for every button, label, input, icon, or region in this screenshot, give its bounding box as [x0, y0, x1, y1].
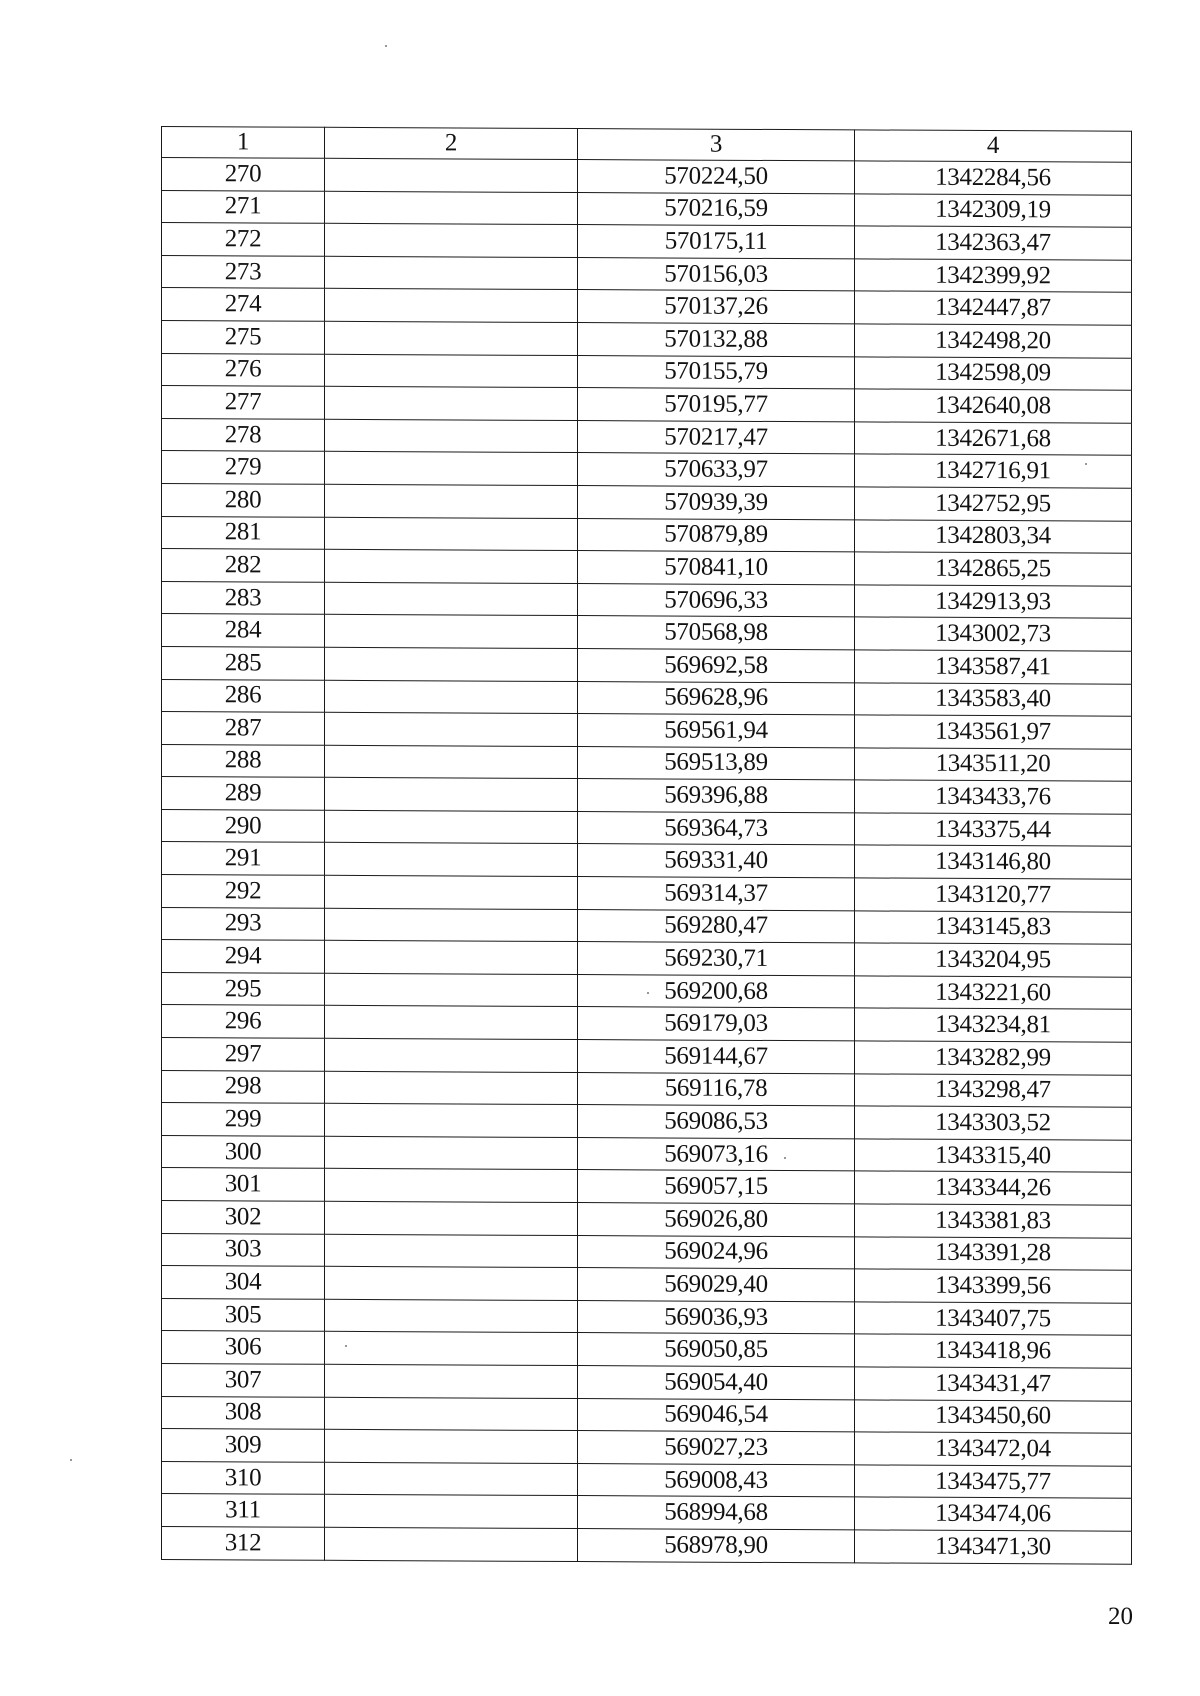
x-coordinate-cell: 569200,68	[578, 974, 855, 1008]
point-number-cell: 307	[162, 1363, 325, 1396]
point-number-cell: 297	[162, 1038, 325, 1071]
description-cell	[325, 1038, 578, 1072]
point-number-cell: 308	[162, 1396, 325, 1429]
table-row	[162, 646, 1132, 683]
y-coordinate-cell: 1342803,34	[855, 519, 1132, 553]
header-row	[162, 127, 1132, 163]
x-coordinate-cell: 569314,37	[578, 877, 855, 911]
table-row	[162, 777, 1132, 814]
x-coordinate-cell: 570155,79	[578, 355, 855, 389]
y-coordinate-cell: 1343315,40	[855, 1139, 1132, 1173]
point-number-cell: 276	[162, 353, 325, 386]
y-coordinate-cell: 1342598,09	[855, 356, 1132, 390]
table-row	[162, 386, 1132, 423]
y-coordinate-cell: 1343399,56	[855, 1269, 1132, 1303]
description-cell	[325, 1006, 578, 1040]
y-coordinate-cell: 1342498,20	[855, 324, 1132, 358]
y-coordinate-cell: 1342865,25	[855, 552, 1132, 586]
x-coordinate-cell: 569027,23	[578, 1431, 855, 1465]
y-coordinate-cell: 1342399,92	[855, 259, 1132, 293]
description-cell	[325, 615, 578, 649]
description-cell	[325, 875, 578, 909]
point-number-cell: 309	[162, 1429, 325, 1462]
x-coordinate-cell: 569008,43	[578, 1463, 855, 1497]
point-number-cell: 293	[162, 907, 325, 940]
x-coordinate-cell: 569280,47	[578, 909, 855, 943]
table-row	[162, 1298, 1132, 1335]
x-coordinate-cell: 570568,98	[578, 616, 855, 650]
description-cell	[325, 256, 578, 290]
y-coordinate-cell: 1343391,28	[855, 1236, 1132, 1270]
description-cell	[325, 1527, 578, 1561]
y-coordinate-cell: 1342309,19	[855, 193, 1132, 227]
x-coordinate-cell: 568994,68	[578, 1496, 855, 1530]
description-cell	[325, 1266, 578, 1300]
table-row	[162, 1233, 1132, 1270]
y-coordinate-cell: 1343221,60	[855, 976, 1132, 1010]
point-number-cell: 279	[162, 451, 325, 484]
y-coordinate-cell: 1342284,56	[855, 161, 1132, 195]
description-cell	[325, 1169, 578, 1203]
y-coordinate-cell: 1342363,47	[855, 226, 1132, 260]
y-coordinate-cell: 1342913,93	[855, 585, 1132, 619]
description-cell	[325, 647, 578, 681]
y-coordinate-cell: 1343146,80	[855, 845, 1132, 879]
description-cell	[325, 810, 578, 844]
description-cell	[325, 941, 578, 975]
description-cell	[325, 1495, 578, 1529]
description-cell	[325, 778, 578, 812]
table-row	[162, 516, 1132, 553]
point-number-cell: 298	[162, 1070, 325, 1103]
x-coordinate-cell: 569029,40	[578, 1268, 855, 1302]
table-row	[162, 353, 1132, 390]
x-coordinate-cell: 570217,47	[578, 420, 855, 454]
y-coordinate-cell: 1342640,08	[855, 389, 1132, 423]
table-row	[162, 1396, 1132, 1433]
description-cell	[325, 1071, 578, 1105]
x-coordinate-cell: 569116,78	[578, 1072, 855, 1106]
x-coordinate-cell: 570195,77	[578, 388, 855, 422]
y-coordinate-cell: 1343433,76	[855, 780, 1132, 814]
y-coordinate-cell: 1342716,91	[855, 454, 1132, 488]
table-row	[162, 288, 1132, 325]
y-coordinate-cell: 1343375,44	[855, 813, 1132, 847]
x-coordinate-cell: 569073,16	[578, 1137, 855, 1171]
table-row	[162, 614, 1132, 651]
x-coordinate-cell: 570216,59	[578, 192, 855, 226]
y-coordinate-cell: 1343472,04	[855, 1432, 1132, 1466]
x-coordinate-cell: 569026,80	[578, 1203, 855, 1237]
description-cell	[325, 354, 578, 388]
description-cell	[325, 973, 578, 1007]
x-coordinate-cell: 570939,39	[578, 485, 855, 519]
x-coordinate-cell: 569144,67	[578, 1040, 855, 1074]
x-coordinate-cell: 570841,10	[578, 551, 855, 585]
point-number-cell: 288	[162, 744, 325, 777]
column-header-4: 4	[855, 130, 1132, 162]
description-cell	[325, 1201, 578, 1235]
table-row	[162, 1103, 1132, 1140]
point-number-cell: 295	[162, 972, 325, 1005]
description-cell	[325, 419, 578, 453]
x-coordinate-cell: 570224,50	[578, 160, 855, 194]
table-row	[162, 418, 1132, 455]
table-row	[162, 875, 1132, 912]
point-number-cell: 299	[162, 1103, 325, 1136]
table-row	[162, 679, 1132, 716]
x-coordinate-cell: 570633,97	[578, 453, 855, 487]
table-row	[162, 1461, 1132, 1498]
x-coordinate-cell: 569692,58	[578, 648, 855, 682]
description-cell	[325, 1397, 578, 1431]
x-coordinate-cell: 569513,89	[578, 746, 855, 780]
point-number-cell: 285	[162, 646, 325, 679]
point-number-cell: 290	[162, 809, 325, 842]
point-number-cell: 274	[162, 288, 325, 321]
description-cell	[325, 1364, 578, 1398]
point-number-cell: 289	[162, 777, 325, 810]
table-row	[162, 712, 1132, 749]
table-row	[162, 940, 1132, 977]
y-coordinate-cell: 1343561,97	[855, 715, 1132, 749]
y-coordinate-cell: 1343344,26	[855, 1171, 1132, 1205]
point-number-cell: 272	[162, 223, 325, 256]
y-coordinate-cell: 1343282,99	[855, 1041, 1132, 1075]
table-row	[162, 1494, 1132, 1531]
table-row	[162, 1363, 1132, 1400]
description-cell	[325, 484, 578, 518]
x-coordinate-cell: 569628,96	[578, 681, 855, 715]
y-coordinate-cell: 1343204,95	[855, 943, 1132, 977]
x-coordinate-cell: 569036,93	[578, 1300, 855, 1334]
description-cell	[325, 1462, 578, 1496]
table-row	[162, 907, 1132, 944]
y-coordinate-cell: 1343407,75	[855, 1302, 1132, 1336]
point-number-cell: 302	[162, 1201, 325, 1234]
page-number: 20	[1108, 1603, 1133, 1630]
x-coordinate-cell: 569046,54	[578, 1398, 855, 1432]
description-cell	[325, 1104, 578, 1138]
table-row	[162, 809, 1132, 846]
table-row	[162, 972, 1132, 1009]
table-row	[162, 320, 1132, 357]
description-cell	[325, 843, 578, 877]
description-cell	[325, 745, 578, 779]
table-row	[162, 190, 1132, 227]
description-cell	[325, 321, 578, 355]
x-coordinate-cell: 569331,40	[578, 844, 855, 878]
scan-speck	[647, 992, 649, 994]
x-coordinate-cell: 570132,88	[578, 323, 855, 357]
description-cell	[325, 191, 578, 225]
x-coordinate-cell: 569054,40	[578, 1366, 855, 1400]
description-cell	[325, 1429, 578, 1463]
coordinates-table	[161, 126, 1132, 1564]
description-cell	[325, 908, 578, 942]
table-row	[162, 223, 1132, 260]
table-header	[162, 127, 1132, 163]
y-coordinate-cell: 1343431,47	[855, 1367, 1132, 1401]
description-cell	[325, 386, 578, 420]
table-row	[162, 842, 1132, 879]
point-number-cell: 277	[162, 386, 325, 419]
x-coordinate-cell: 570879,89	[578, 518, 855, 552]
y-coordinate-cell: 1343303,52	[855, 1106, 1132, 1140]
description-cell	[325, 1136, 578, 1170]
point-number-cell: 271	[162, 190, 325, 223]
y-coordinate-cell: 1343298,47	[855, 1074, 1132, 1108]
column-header-3: 3	[578, 129, 855, 161]
y-coordinate-cell: 1343474,06	[855, 1497, 1132, 1531]
x-coordinate-cell: 569230,71	[578, 942, 855, 976]
y-coordinate-cell: 1343475,77	[855, 1465, 1132, 1499]
point-number-cell: 278	[162, 418, 325, 451]
table-row	[162, 1135, 1132, 1172]
point-number-cell: 305	[162, 1298, 325, 1331]
y-coordinate-cell: 1342671,68	[855, 422, 1132, 456]
x-coordinate-cell: 568978,90	[578, 1528, 855, 1562]
point-number-cell: 284	[162, 614, 325, 647]
x-coordinate-cell: 570175,11	[578, 225, 855, 259]
table-row	[162, 1168, 1132, 1205]
column-header-2: 2	[325, 127, 578, 159]
table-row	[162, 1266, 1132, 1303]
y-coordinate-cell: 1343471,30	[855, 1530, 1132, 1564]
description-cell	[325, 1234, 578, 1268]
table-row	[162, 158, 1132, 195]
point-number-cell: 306	[162, 1331, 325, 1364]
description-cell	[325, 289, 578, 323]
point-number-cell: 275	[162, 320, 325, 353]
table-row	[162, 1201, 1132, 1238]
point-number-cell: 304	[162, 1266, 325, 1299]
point-number-cell: 296	[162, 1005, 325, 1038]
scan-speck	[784, 1157, 786, 1159]
table-row	[162, 1526, 1132, 1563]
description-cell	[325, 680, 578, 714]
point-number-cell: 312	[162, 1526, 325, 1559]
point-number-cell: 273	[162, 255, 325, 288]
table-row	[162, 549, 1132, 586]
table-row	[162, 1038, 1132, 1075]
point-number-cell: 292	[162, 875, 325, 908]
scan-speck	[1085, 463, 1087, 465]
table-body	[162, 158, 1132, 1564]
description-cell	[325, 582, 578, 616]
x-coordinate-cell: 569396,88	[578, 779, 855, 813]
point-number-cell: 270	[162, 158, 325, 191]
point-number-cell: 303	[162, 1233, 325, 1266]
x-coordinate-cell: 569086,53	[578, 1105, 855, 1139]
scan-speck	[345, 1345, 347, 1347]
description-cell	[325, 517, 578, 551]
description-cell	[325, 1299, 578, 1333]
table-row	[162, 451, 1132, 488]
y-coordinate-cell: 1342447,87	[855, 291, 1132, 325]
table-row	[162, 1070, 1132, 1107]
point-number-cell: 301	[162, 1168, 325, 1201]
point-number-cell: 300	[162, 1135, 325, 1168]
x-coordinate-cell: 569057,15	[578, 1170, 855, 1204]
description-cell	[325, 223, 578, 257]
x-coordinate-cell: 569561,94	[578, 714, 855, 748]
scan-speck	[385, 45, 387, 47]
y-coordinate-cell: 1343002,73	[855, 617, 1132, 651]
y-coordinate-cell: 1343418,96	[855, 1334, 1132, 1368]
description-cell	[325, 712, 578, 746]
x-coordinate-cell: 569050,85	[578, 1333, 855, 1367]
x-coordinate-cell: 570137,26	[578, 290, 855, 324]
x-coordinate-cell: 569364,73	[578, 811, 855, 845]
point-number-cell: 283	[162, 581, 325, 614]
y-coordinate-cell: 1343450,60	[855, 1399, 1132, 1433]
y-coordinate-cell: 1343583,40	[855, 682, 1132, 716]
x-coordinate-cell: 569179,03	[578, 1007, 855, 1041]
y-coordinate-cell: 1342752,95	[855, 487, 1132, 521]
point-number-cell: 294	[162, 940, 325, 973]
description-cell	[325, 158, 578, 192]
table-row	[162, 255, 1132, 292]
point-number-cell: 282	[162, 549, 325, 582]
x-coordinate-cell: 569024,96	[578, 1235, 855, 1269]
x-coordinate-cell: 570156,03	[578, 257, 855, 291]
point-number-cell: 287	[162, 712, 325, 745]
table-row	[162, 744, 1132, 781]
y-coordinate-cell: 1343145,83	[855, 911, 1132, 945]
table-row	[162, 1005, 1132, 1042]
point-number-cell: 280	[162, 483, 325, 516]
y-coordinate-cell: 1343120,77	[855, 878, 1132, 912]
table-row	[162, 483, 1132, 520]
scan-speck	[70, 1459, 72, 1461]
point-number-cell: 286	[162, 679, 325, 712]
point-number-cell: 311	[162, 1494, 325, 1527]
description-cell	[325, 549, 578, 583]
column-header-1: 1	[162, 127, 325, 159]
point-number-cell: 281	[162, 516, 325, 549]
x-coordinate-cell: 570696,33	[578, 583, 855, 617]
y-coordinate-cell: 1343381,83	[855, 1204, 1132, 1238]
table-row	[162, 1331, 1132, 1368]
point-number-cell: 310	[162, 1461, 325, 1494]
table-row	[162, 581, 1132, 618]
y-coordinate-cell: 1343511,20	[855, 748, 1132, 782]
table-row	[162, 1429, 1132, 1466]
y-coordinate-cell: 1343587,41	[855, 650, 1132, 684]
point-number-cell: 291	[162, 842, 325, 875]
y-coordinate-cell: 1343234,81	[855, 1008, 1132, 1042]
description-cell	[325, 1332, 578, 1366]
description-cell	[325, 452, 578, 486]
